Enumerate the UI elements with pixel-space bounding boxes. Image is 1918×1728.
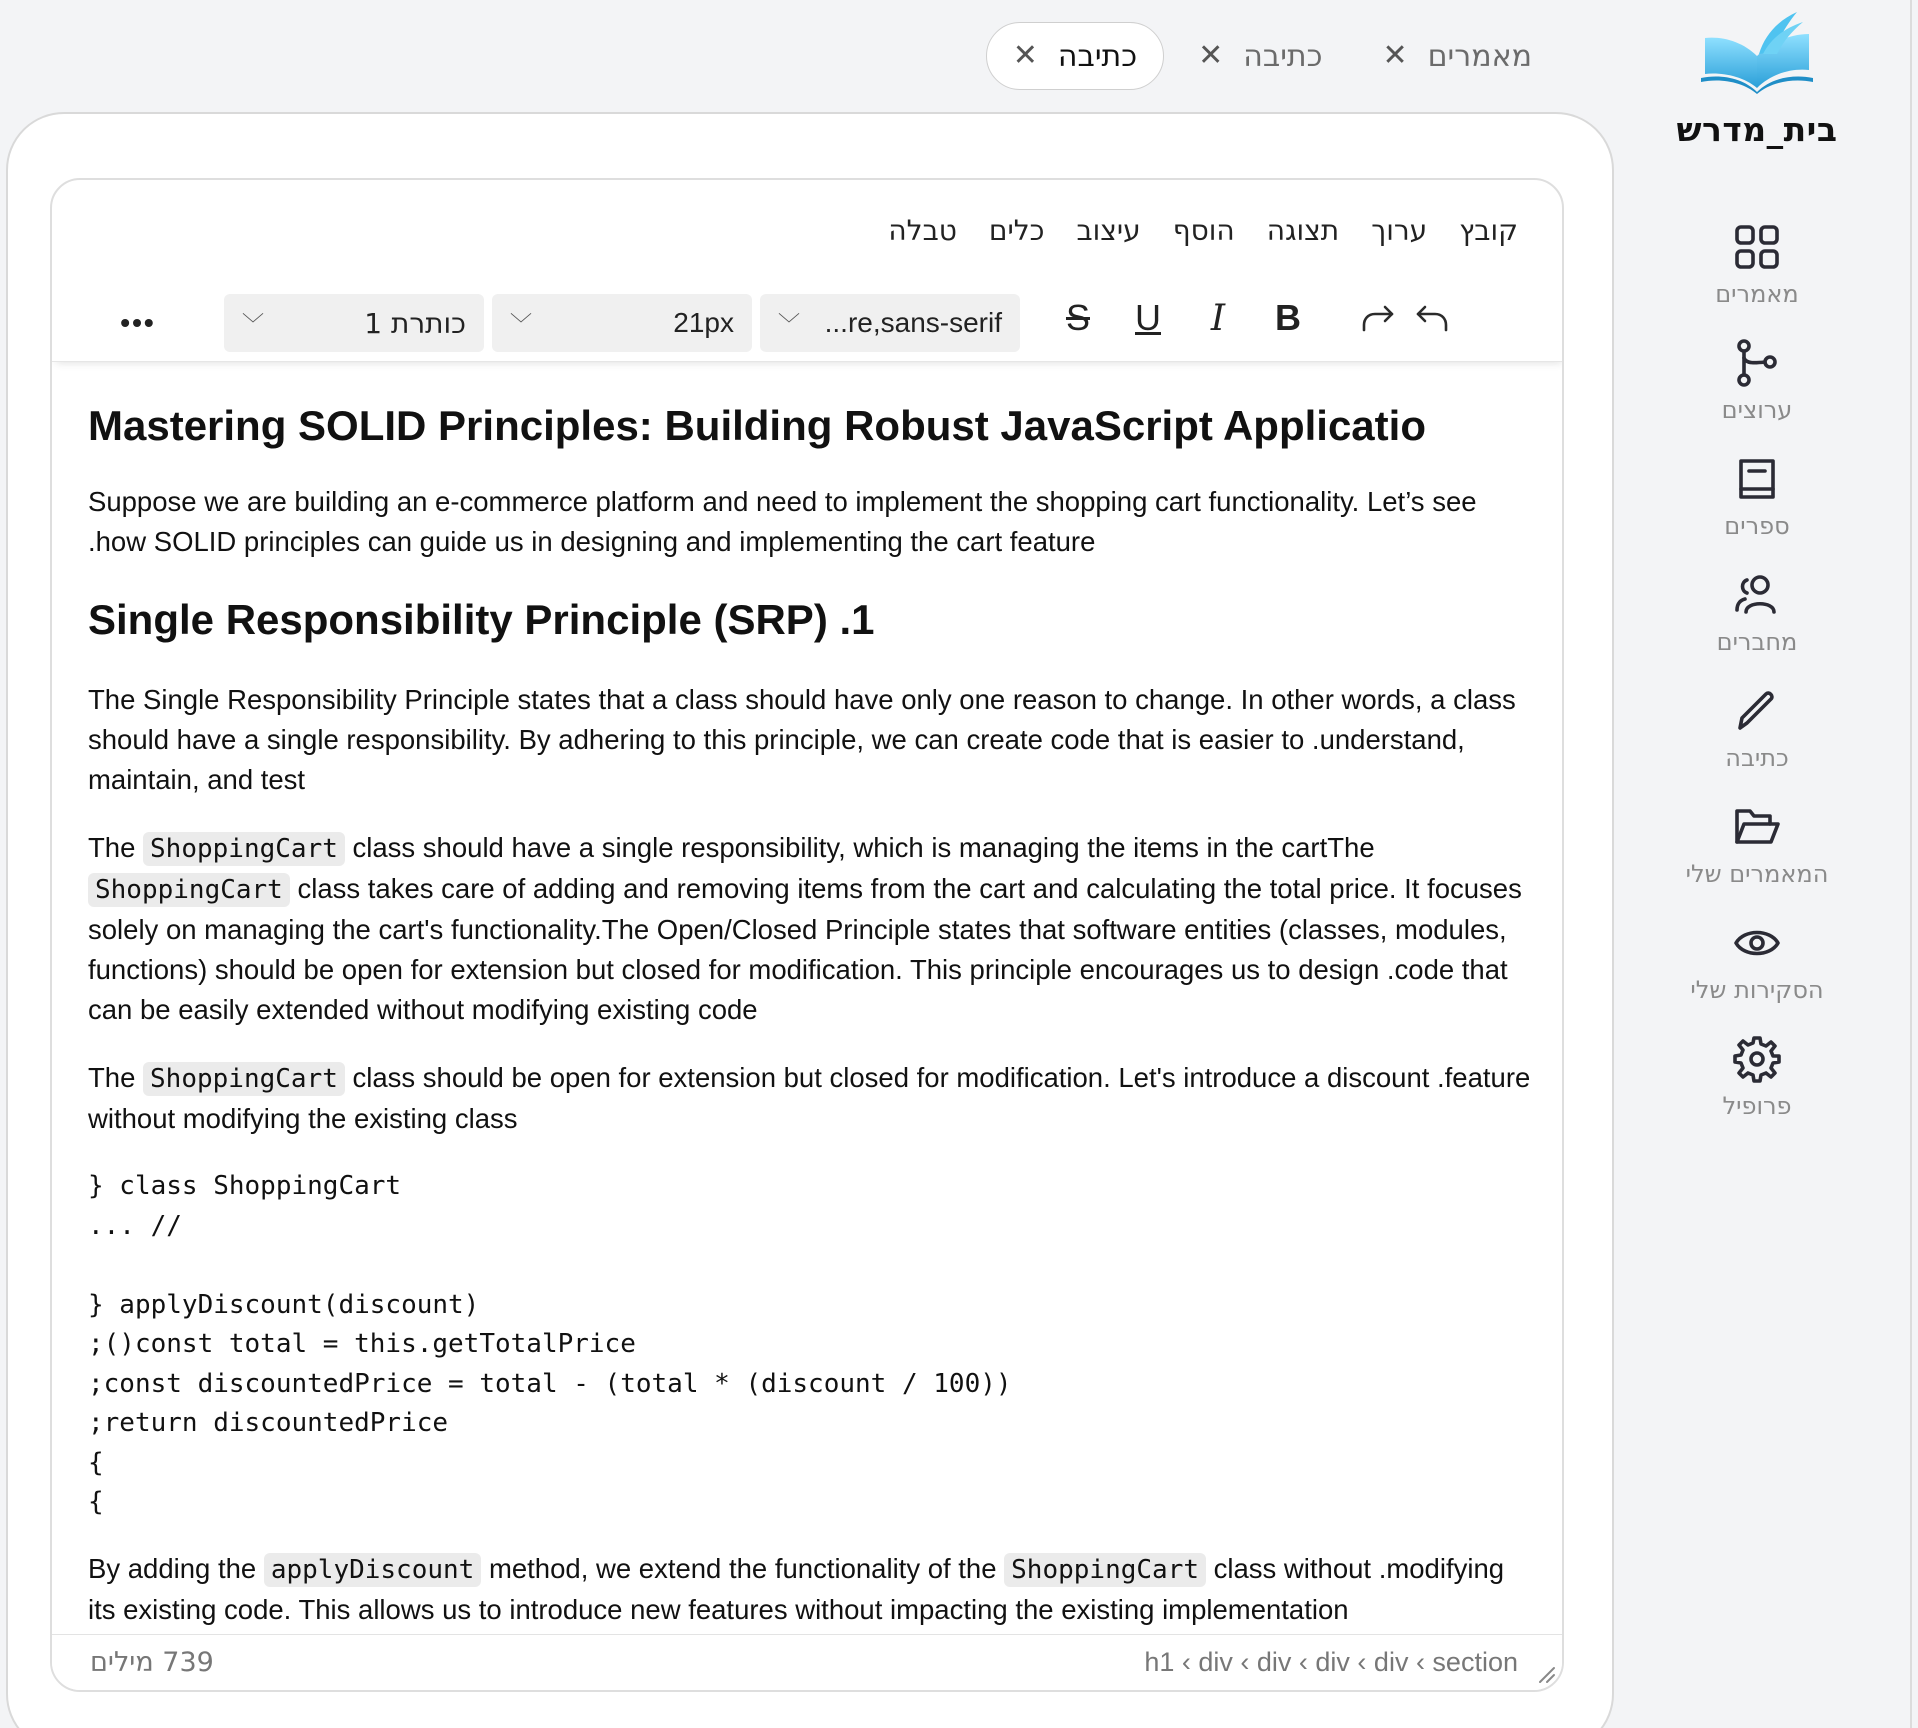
close-icon[interactable]: ✕ [1012, 38, 1038, 73]
chevron-down-icon: ﹀ [510, 311, 533, 337]
italic-button[interactable]: I [1210, 297, 1226, 339]
sidebar-item-label: ערוצים [1721, 396, 1793, 424]
text-run: class takes care of adding and removing items from the cart and calculating the total price. It focuses solely on managing the cart's functionality.The Open/Closed Principle states that software entities (classes, modules, functions) should be open for extension but closed for modification. This principle encourages us to design .code that can be easily extended without modifying existing code [88, 873, 1522, 1025]
eye-icon [1732, 918, 1782, 968]
folder-open-icon [1732, 802, 1782, 852]
book-icon [1732, 454, 1782, 504]
inline-code: ShoppingCart [1004, 1553, 1206, 1587]
open-book-logo-icon [1699, 8, 1815, 94]
discount-paragraph [88, 1549, 1538, 1630]
text-run: class without .modifying its existing code. This allows us to introduce new features without impacting the existing implementation [88, 1552, 1505, 1625]
menu-file[interactable]: קובץ [1459, 214, 1518, 247]
sidebar-item-profile[interactable] [1612, 1034, 1902, 1150]
menu-insert[interactable]: הוסף [1172, 214, 1235, 247]
sidebar-item-label: פרופיל [1722, 1092, 1792, 1120]
sidebar-item-label: הסקירות שלי [1690, 976, 1824, 1004]
font-family-select[interactable] [760, 294, 1020, 352]
word-count: 739 מילים [90, 1647, 214, 1678]
block-format-value: כותרת 1 [364, 306, 466, 340]
text-run: class should be open for extension but closed for modification. Let's introduce a discount .feature without modifying the existing class [88, 1062, 1531, 1134]
rich-text-editor [50, 178, 1564, 1692]
sidebar-item-label: המאמרים שלי [1685, 860, 1829, 888]
inline-code: applyDiscount [264, 1553, 482, 1587]
grid-icon [1732, 222, 1782, 272]
srp-paragraph: The Single Responsibility Principle states that a class should have only one reason to change. In other words, a class should have a single responsibility. By adhering to this principle, we can create code that is easier to .understand, maintain, and test [88, 684, 1516, 795]
strikethrough-button[interactable]: S [1065, 297, 1090, 338]
sidebar-item-label: כתיבה [1725, 744, 1789, 772]
sidebar [1612, 0, 1918, 1728]
sidebar-item-writing[interactable] [1612, 686, 1902, 802]
chevron-down-icon: ﹀ [778, 311, 801, 337]
menu-table[interactable]: טבלה [888, 214, 957, 247]
text-run: class should have a single responsibility, which is managing the items in the cartThe [344, 832, 1375, 863]
gear-icon [1732, 1034, 1782, 1084]
bold-button[interactable]: B [1275, 297, 1301, 338]
sidebar-item-label: ספרים [1724, 512, 1790, 540]
menu-format[interactable]: עיצוב [1076, 214, 1141, 247]
users-icon [1732, 570, 1782, 620]
menu-edit[interactable]: ערוך [1371, 214, 1428, 247]
logo[interactable] [1612, 8, 1902, 158]
sidebar-edge [1910, 0, 1912, 1728]
redo-button[interactable] [1352, 292, 1404, 344]
undo-button[interactable] [1406, 292, 1458, 344]
sidebar-item-books[interactable] [1612, 454, 1902, 570]
editor-statusbar [52, 1634, 1564, 1690]
pencil-icon [1732, 686, 1782, 736]
ocp-paragraph [88, 1058, 1538, 1139]
block-format-select[interactable] [224, 294, 484, 352]
font-size-value: 21px [673, 307, 734, 338]
code-block: } class ShoppingCart ... // } applyDiscount(discount) ;()const total = this.getTotalPrice ;const discountedPrice = total - (total * (discount / 100)) ;return discountedPrice { { [88, 1171, 1012, 1517]
menu-tools[interactable]: כלים [988, 214, 1045, 247]
editor-menubar [888, 214, 1518, 247]
tab-articles[interactable] [1357, 22, 1559, 90]
section-heading: Single Responsibility Principle (SRP) .1 [88, 596, 875, 643]
sidebar-item-label: מחברים [1716, 628, 1798, 656]
inline-code: ShoppingCart [143, 832, 345, 866]
underline-button[interactable]: U [1135, 297, 1161, 338]
article-title: Mastering SOLID Principles: Building Robust JavaScript Applicatio [88, 402, 1426, 449]
close-icon[interactable]: ✕ [1198, 38, 1224, 73]
sidebar-item-articles[interactable] [1612, 222, 1902, 338]
tab-label: מאמרים [1427, 38, 1532, 74]
intro-paragraph: Suppose we are building an e-commerce platform and need to implement the shopping cart functionality. Let’s see .how SOLID principles can guide us in designing and implementing the cart feature [88, 486, 1477, 557]
inline-code: ShoppingCart [143, 1062, 345, 1096]
element-path[interactable]: h1 ‹ div ‹ div ‹ div ‹ div ‹ section [1144, 1647, 1518, 1677]
font-family-value: ...re,sans-serif [824, 307, 1002, 338]
tab-label: כתיבה [1057, 38, 1138, 74]
tab-writing[interactable] [1172, 22, 1348, 90]
text-run: The [88, 832, 144, 863]
text-run: method, we extend the functionality of the [481, 1552, 1005, 1584]
text-run: By adding the [88, 1552, 264, 1584]
close-icon[interactable]: ✕ [1382, 38, 1408, 73]
menu-view[interactable]: תצוגה [1266, 214, 1340, 247]
sidebar-item-authors[interactable] [1612, 570, 1902, 686]
chevron-down-icon: ﹀ [242, 312, 265, 338]
more-options-button[interactable]: ••• [120, 307, 156, 338]
tab-writing-active[interactable] [986, 22, 1164, 90]
editor-content[interactable] [88, 398, 1538, 1692]
resize-handle-icon[interactable] [1534, 1662, 1556, 1684]
sidebar-item-channels[interactable] [1612, 338, 1902, 454]
sidebar-item-my-articles[interactable] [1612, 802, 1902, 918]
branch-icon [1732, 338, 1782, 388]
sidebar-item-label: מאמרים [1715, 280, 1799, 308]
redo-icon [1359, 299, 1397, 337]
sidebar-nav [1612, 222, 1902, 1150]
undo-icon [1413, 299, 1451, 337]
text-run: The [88, 1062, 144, 1093]
shoppingcart-paragraph [88, 828, 1538, 1030]
font-size-select[interactable] [492, 294, 752, 352]
sidebar-item-my-reviews[interactable] [1612, 918, 1902, 1034]
editor-toolbar [52, 280, 1564, 362]
brand-name: בית_מדרש [1676, 110, 1838, 149]
tab-bar [986, 22, 1558, 90]
inline-code: ShoppingCart [88, 873, 290, 907]
tab-label: כתיבה [1243, 38, 1323, 74]
